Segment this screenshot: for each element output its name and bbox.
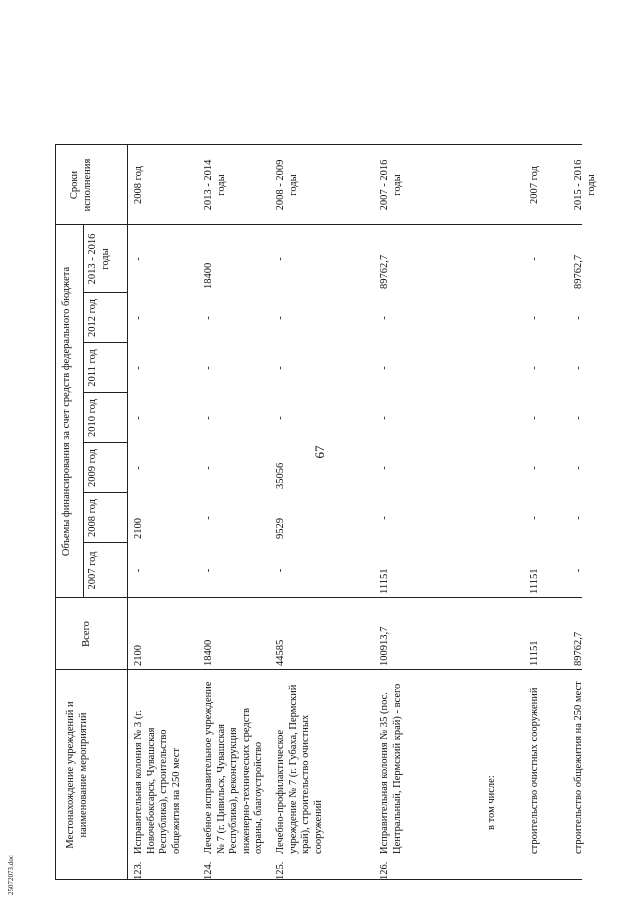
row-deadline: 2015 - 2016 годы [573, 159, 597, 211]
row-dash: - [275, 316, 286, 320]
row-dash: - [573, 466, 584, 470]
row-dash: - [573, 316, 584, 320]
row-number: 125. [275, 861, 286, 880]
row-number: 124. [203, 861, 214, 880]
header-year: 2011 год [87, 349, 98, 387]
row-dash: - [573, 416, 584, 420]
year-column-rule [83, 392, 127, 393]
row-dash: - [379, 416, 390, 420]
header-total: Всего [81, 621, 92, 647]
row-dash: - [573, 516, 584, 520]
row-dash: - [573, 366, 584, 370]
header-location: Местонахождение учреждений и наименование мероприятий [65, 701, 89, 849]
row-dash: - [275, 257, 286, 261]
row-deadline: 2007 год [529, 166, 540, 204]
table-right-rule [55, 144, 582, 145]
header-year: 2007 год [87, 551, 98, 590]
row-dash: - [133, 568, 144, 573]
row-dash: - [529, 366, 540, 370]
row-deadline: 2008 год [133, 166, 144, 204]
row-name: в том числе: [486, 775, 497, 830]
row-name: Исправительная колония № 35 (пос. Центральный, Пермский край) - всего [379, 683, 403, 854]
row-name: строительство очистных сооружений [529, 687, 540, 854]
row-dash: - [379, 516, 390, 520]
row-dash: - [379, 466, 390, 470]
header-year: 2008 год [87, 499, 98, 537]
page-number: 67 [312, 445, 327, 459]
year-column-rule [83, 342, 127, 343]
header-year: 2009 год [87, 449, 98, 487]
row-dash: - [529, 466, 540, 470]
row-dash: - [133, 366, 144, 370]
header-year: 2013 - 2016 годы [87, 233, 111, 285]
header-year: 2012 год [87, 299, 98, 337]
header-bottom-rule [127, 145, 128, 880]
row-year-value: 89762,7 [573, 254, 584, 289]
row-dash: - [529, 416, 540, 420]
row-dash: - [133, 466, 144, 470]
row-deadline: 2008 - 2009 годы [275, 159, 299, 211]
row-year-value: 11151 [529, 568, 540, 594]
budget-table-area [55, 25, 640, 880]
row-dash: - [529, 316, 540, 320]
row-total: 89762,7 [573, 631, 584, 666]
row-name: строительство общежития на 250 мест [573, 681, 584, 854]
table-top-rule [55, 145, 56, 880]
row-dash: - [275, 366, 286, 370]
row-total: 18400 [203, 639, 214, 666]
row-year-value: 11151 [379, 568, 390, 594]
year-column-rule [83, 492, 127, 493]
row-name: Исправительная колония № 3 (г. Новочебоксарск, Чувашская Республика), строительство общежития на 250 мест [133, 710, 182, 854]
row-dash: - [379, 366, 390, 370]
row-dash: - [203, 516, 214, 520]
row-dash: - [379, 316, 390, 320]
row-dash: - [529, 516, 540, 520]
row-dash: - [203, 366, 214, 370]
row-dash: - [203, 316, 214, 320]
budget-table [55, 25, 597, 880]
row-total: 2100 [133, 645, 144, 666]
row-year-value: 18400 [203, 262, 214, 289]
row-total: 11151 [529, 640, 540, 666]
row-dash: - [573, 568, 584, 573]
row-number: 123. [133, 861, 144, 880]
row-deadline: 2013 - 2014 годы [203, 159, 227, 211]
row-dash: - [133, 257, 144, 261]
row-year-value: 9529 [275, 518, 286, 539]
row-dash: - [203, 416, 214, 420]
row-number: 126. [379, 861, 390, 880]
row-dash: - [275, 568, 286, 573]
header-funding-group: Объемы финансирования за счет средств федерального бюджета [61, 266, 72, 557]
year-column-rule [83, 292, 127, 293]
year-column-rule [83, 542, 127, 543]
row-name: Лечебное исправительное учреждение № 7 (г. Цивильск, Чувашская Республика), реконструкция инженерно-технических средств охраны, благоустройство [203, 681, 264, 854]
row-dash: - [203, 466, 214, 470]
row-dash: - [275, 416, 286, 420]
year-column-rule [83, 442, 127, 443]
row-dash: - [529, 257, 540, 261]
header-deadline: Сроки исполнения [69, 158, 93, 212]
row-year-value: 35056 [275, 462, 286, 489]
row-dash: - [133, 316, 144, 320]
row-year-value: 89762,7 [379, 254, 390, 289]
row-total: 100913,7 [379, 626, 390, 666]
row-dash: - [133, 416, 144, 420]
column-rule [55, 669, 582, 670]
row-total: 44585 [275, 639, 286, 666]
document-id: 2507207З.doc [7, 855, 15, 895]
row-deadline: 2007 - 2016 годы [379, 159, 403, 211]
row-name: Лечебно-профилактическое учреждение № 7 (г. Губаха, Пермский край), строительство очистных сооружений [275, 684, 324, 854]
row-dash: - [203, 568, 214, 573]
row-year-value: 2100 [133, 518, 144, 539]
header-year: 2010 год [87, 399, 98, 437]
